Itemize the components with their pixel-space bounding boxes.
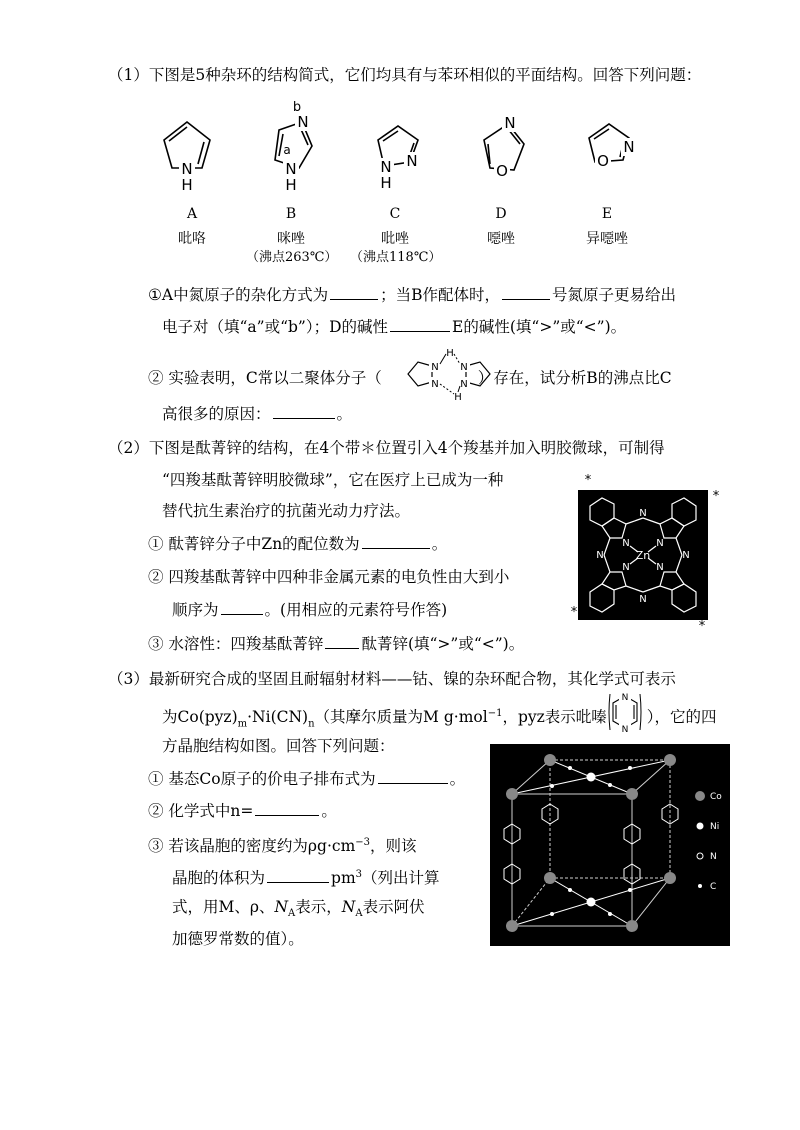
q2-line1: （2）下图是酞菁锌的结构，在4个带＊位置引入4个羧基并加入明胶微球，可制得 [108,439,665,457]
svg-text:a: a [283,143,291,157]
q1-sub1-line1: ①A中氮原子的杂化方式为 ；当B作配体时， 号氮原子更易给出 [148,283,676,306]
q2-line3: 替代抗生素治疗的抗菌光动力疗法。 [162,502,411,520]
molecule-c-structure [360,110,435,195]
svg-text:N: N [621,693,629,703]
answer-blank[interactable] [267,866,329,883]
molecule-e-structure [573,110,648,185]
svg-text:*: * [698,619,706,630]
molecule-b-name: 咪唑 [277,231,305,247]
svg-text:b: b [292,100,302,115]
q2-sub2-line1: ② 四羧基酞菁锌中四种非金属元素的电负性由大到小 [148,568,510,586]
svg-text:N: N [431,362,439,373]
answer-blank[interactable] [325,632,359,649]
q1-intro: （1）下图是5种杂环的结构简式，它们均具有与苯环相似的平面结构。回答下列问题： [108,66,702,84]
q1-sub1-line2: 电子对（填“a”或“b”）；D的碱性 E的碱性(填“>”或“<”)。 [162,315,626,338]
answer-blank[interactable] [390,315,450,332]
svg-text:N: N [639,594,647,605]
pyrazole-dimer-structure [400,346,500,402]
q2-sub3: ③ 水溶性：四羧基酞菁锌 酞菁锌(填“>”或“<”)。 [148,632,524,655]
svg-text:H: H [285,176,297,194]
q3-sub1: ① 基态Co原子的价电子排布式为 。 [148,767,465,790]
svg-text:N: N [460,362,468,373]
molecule-c-boiling-point: （沸点118℃） [350,250,442,265]
molecule-a-letter: A [186,206,198,222]
svg-text:N: N [285,160,297,178]
svg-text:N: N [621,725,629,735]
answer-blank[interactable] [362,532,430,549]
svg-text:*: * [712,489,720,504]
answer-blank[interactable] [502,283,550,300]
molecule-e-name: 异噁唑 [586,231,628,247]
molecule-a-name: 吡咯 [178,231,206,247]
molecule-b-boiling-point: （沸点263℃） [246,250,338,265]
svg-text:*: * [570,605,578,620]
q3-line1: （3）最新研究合成的坚固且耐辐射材料——钴、镍的杂环配合物，其化学式可表示 [108,670,676,688]
svg-text:N: N [380,158,392,176]
zinc-phthalocyanine-structure [570,474,720,630]
q3-line3: 方晶胞结构如图。回答下列问题： [162,737,395,755]
svg-text:N: N [656,538,664,549]
answer-blank[interactable] [330,283,378,300]
svg-text:*: * [584,474,592,488]
answer-blank[interactable] [378,767,448,784]
svg-text:N: N [639,508,647,519]
svg-text:Zn: Zn [635,549,651,562]
answer-blank[interactable] [273,402,335,419]
q2-line2: “四羧基酞菁锌明胶微球”，它在医疗上已成为一种 [162,471,504,489]
molecule-d-letter: D [495,206,507,222]
molecule-e-letter: E [601,206,613,222]
svg-text:N: N [460,379,468,390]
q2-sub2-line2: 顺序为 。(用相应的元素符号作答) [172,598,447,621]
svg-text:O: O [496,162,508,180]
answer-blank[interactable] [255,799,319,816]
svg-text:N: N [181,160,193,178]
q3-sub3-line2: 晶胞的体积为 $pm^3$（列出计算 [172,864,440,889]
svg-text:H: H [454,392,462,402]
svg-text:N: N [406,152,418,170]
molecule-c-letter: C [389,206,401,222]
molecule-d-structure [466,110,536,190]
svg-text:N: N [622,538,630,549]
svg-text:N: N [297,113,309,131]
svg-text:N: N [622,562,630,573]
unit-cell-structure [490,744,730,946]
svg-text:H: H [380,174,392,192]
svg-text:N: N [431,379,439,390]
svg-text:N: N [682,550,690,561]
svg-text:N: N [656,562,664,573]
pyrazine-structure [608,690,642,736]
q2-sub1: ① 酞菁锌分子中Zn的配位数为 。 [148,532,447,555]
svg-text:N: N [504,114,516,132]
q1-sub2-line1: ② 实验表明，C常以二聚体分子（ ）存在，试分析B的沸点比C [148,369,672,387]
svg-text:H: H [446,348,454,359]
q3-line2: 为$Co(pyz)_m\cdot Ni(CN)_n$（其摩尔质量为M g·mol$^{-1}$，pyz表示吡嗪 ），它的四 [162,708,717,730]
q3-sub2: ② 化学式中n= 。 [148,799,337,822]
svg-text:C: C [710,882,717,892]
molecule-a-structure [152,110,222,195]
svg-text:N: N [710,852,717,862]
q3-sub3-line1: ③ 若该晶胞的密度约为$\rho g\cdot cm^{-3}$，则该 [148,837,417,856]
molecule-d-name: 噁唑 [487,231,515,247]
q1-sub2-line2: 高很多的原因： 。 [162,402,352,425]
svg-text:N: N [596,550,604,561]
svg-text:Co: Co [710,792,722,802]
svg-text:O: O [597,152,609,170]
q3-sub3-line3: 式，用M、ρ、$N_A$表示，$N_A$表示阿伏 [172,898,425,920]
svg-text:N: N [623,138,635,156]
molecule-b-letter: B [285,206,297,222]
svg-text:Ni: Ni [710,822,720,832]
svg-text:H: H [181,176,193,194]
molecule-b-structure [257,98,332,195]
q3-sub3-line4: 加德罗常数的值）。 [172,930,304,948]
answer-blank[interactable] [221,598,263,615]
molecule-c-name: 吡唑 [381,231,409,247]
